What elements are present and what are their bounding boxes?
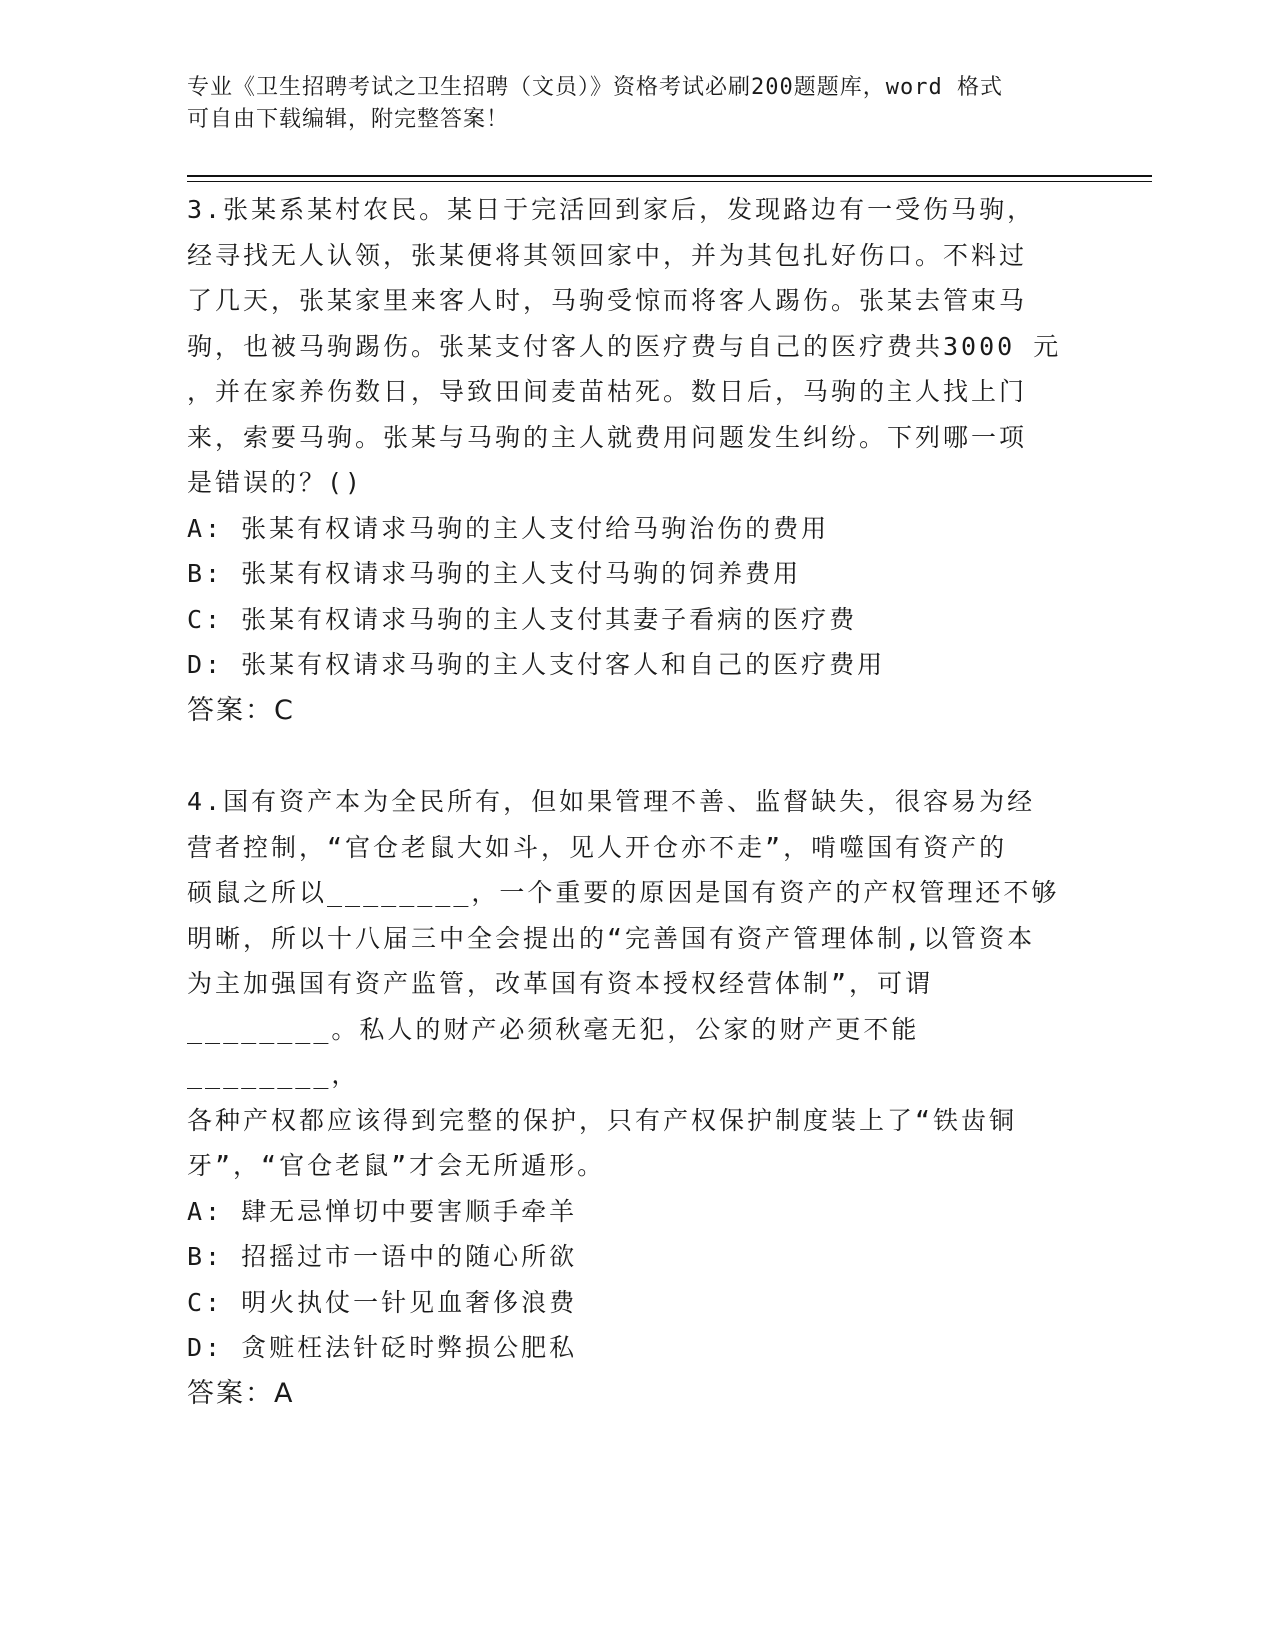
stem-line: 来，索要马驹。张某与马驹的主人就费用问题发生纠纷。下列哪一项 (187, 422, 1028, 452)
question-stem (187, 187, 1067, 506)
stem-line: 经寻找无人认领，张某便将其领回家中，并为其包扎好伤口。不料过 (187, 240, 1028, 270)
options-list (187, 506, 1067, 688)
stem-line: 是错误的？() (187, 468, 364, 497)
option-c: C: 张某有权请求马驹的主人支付其妻子看病的医疗费 (187, 604, 858, 634)
option-a: A: 张某有权请求马驹的主人支付给马驹治伤的费用 (187, 513, 830, 543)
option-d: D: 贪赃枉法针砭时弊损公肥私 (187, 1333, 578, 1362)
stem-line: 了几天，张某家里来客人时，马驹受惊而将客人踢伤。张某去管束马 (187, 286, 1028, 315)
document-header (187, 72, 1087, 136)
options-list (187, 1189, 1067, 1371)
stem-line: 营者控制，“官仓老鼠大如斗，见人开仓亦不走”，啃噬国有资产的 (187, 832, 1008, 862)
stem-line: 牙”，“官仓老鼠”才会无所遁形。 (187, 1151, 606, 1180)
stem-line: 硕鼠之所以________，一个重要的原因是国有资产的产权管理还不够 (187, 878, 1060, 907)
answer-line: 答案：C (187, 694, 295, 726)
option-a: A: 肆无忌惮切中要害顺手牵羊 (187, 1196, 578, 1226)
option-c: C: 明火执仗一针见血奢侈浪费 (187, 1287, 578, 1317)
header-divider-thin (187, 181, 1152, 182)
stem-line: 4.国有资产本为全民所有，但如果管理不善、监督缺失，很容易为经 (187, 787, 1036, 816)
stem-line: 为主加强国有资产监管，改革国有资本授权经营体制”，可谓 (187, 969, 934, 998)
question-4 (187, 779, 1067, 1416)
header-divider-thick (187, 175, 1152, 177)
stem-line: 3.张某系某村农民。某日于完活回到家后，发现路边有一受伤马驹， (187, 195, 1036, 224)
option-d: D: 张某有权请求马驹的主人支付客人和自己的医疗费用 (187, 650, 886, 679)
stem-line: 驹，也被马驹踢伤。张某支付客人的医疗费与自己的医疗费共3000 元 (187, 331, 1062, 361)
stem-line: ，并在家养伤数日，导致田间麦苗枯死。数日后，马驹的主人找上门 (187, 377, 1028, 406)
option-b: B: 张某有权请求马驹的主人支付马驹的饲养费用 (187, 559, 802, 588)
option-b: B: 招摇过市一语中的随心所欲 (187, 1242, 578, 1271)
stem-line: ________。私人的财产必须秋毫无犯，公家的财产更不能________， (187, 1014, 920, 1089)
stem-line: 明晰，所以十八届三中全会提出的“完善国有资产管理体制,以管资本 (187, 923, 1036, 953)
question-stem (187, 779, 1067, 1189)
stem-line: 各种产权都应该得到完整的保护，只有产权保护制度装上了“铁齿铜 (187, 1105, 1018, 1135)
header-line-1: 专业《卫生招聘考试之卫生招聘（文员）》资格考试必刷200题题库，word 格式 (187, 75, 1003, 100)
question-3 (187, 187, 1067, 733)
header-line-2: 可自由下载编辑，附完整答案！ (187, 107, 510, 132)
answer-line: 答案：A (187, 1377, 295, 1409)
